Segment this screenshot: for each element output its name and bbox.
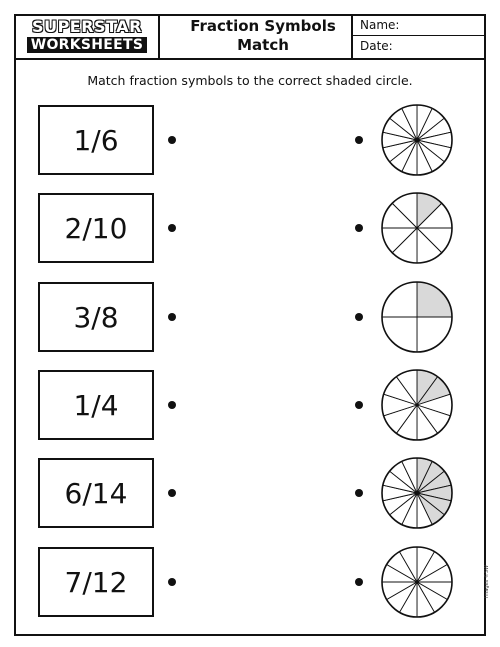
match-row <box>0 458 500 530</box>
match-dot-left[interactable] <box>168 578 176 586</box>
date-field[interactable]: Date: <box>360 39 393 53</box>
worksheet-title <box>160 14 366 58</box>
fraction-symbol-box: 6/14 <box>38 458 154 528</box>
match-dot-left[interactable] <box>168 313 176 321</box>
logo-line-2: WORKSHEETS <box>27 37 148 53</box>
title-line-1: Fraction Symbols <box>190 17 336 36</box>
image-credit: Images ©SW <box>484 565 490 598</box>
match-dot-right[interactable] <box>355 489 363 497</box>
fraction-circle <box>380 103 454 177</box>
fraction-symbol-box: 3/8 <box>38 282 154 352</box>
match-row <box>0 105 500 177</box>
match-row <box>0 370 500 442</box>
header-divider-right <box>351 14 353 58</box>
fraction-symbol-box: 1/4 <box>38 370 154 440</box>
match-dot-right[interactable] <box>355 224 363 232</box>
match-dot-right[interactable] <box>355 401 363 409</box>
fraction-circle <box>380 191 454 265</box>
match-dot-left[interactable] <box>168 489 176 497</box>
name-field[interactable]: Name: <box>360 18 400 32</box>
match-dot-right[interactable] <box>355 313 363 321</box>
worksheet-header <box>14 14 486 60</box>
fraction-symbol-box: 7/12 <box>38 547 154 617</box>
fraction-symbol-box: 1/6 <box>38 105 154 175</box>
match-dot-left[interactable] <box>168 224 176 232</box>
fraction-circle <box>380 456 454 530</box>
superstar-worksheets-logo <box>18 16 156 56</box>
fraction-circle <box>380 545 454 619</box>
match-dot-left[interactable] <box>168 401 176 409</box>
match-dot-left[interactable] <box>168 136 176 144</box>
fraction-circle <box>380 280 454 354</box>
match-dot-right[interactable] <box>355 136 363 144</box>
fraction-circle <box>380 368 454 442</box>
fraction-symbol-box: 2/10 <box>38 193 154 263</box>
instruction-text: Match fraction symbols to the correct shaded circle. <box>87 73 413 88</box>
match-dot-right[interactable] <box>355 578 363 586</box>
name-date-divider <box>353 35 486 36</box>
logo-line-1: SUPERSTAR <box>32 17 142 36</box>
match-row <box>0 282 500 354</box>
match-row <box>0 547 500 619</box>
match-row <box>0 193 500 265</box>
title-line-2: Match <box>237 36 289 54</box>
